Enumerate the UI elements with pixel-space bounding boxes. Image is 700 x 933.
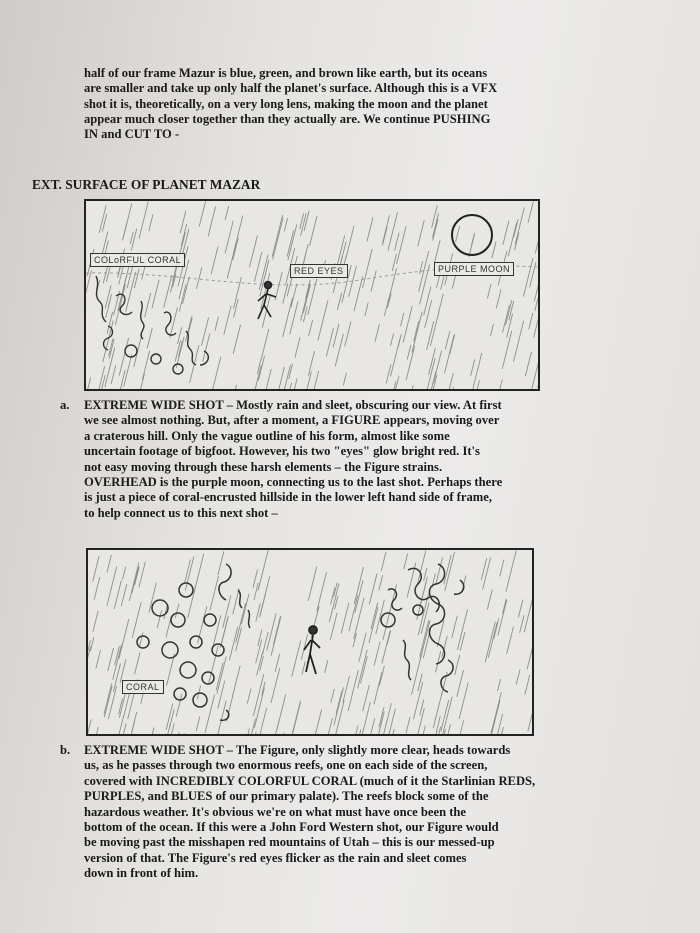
shot-b-line: version of that. The Figure's red eyes flicker as the rain and sleet comes [84,850,467,865]
shot-a-line: to help connect us to this next shot – [84,505,278,520]
shot-a-line: not easy moving through these harsh elements – the Figure strains. [84,459,443,474]
shot-b-line: PURPLES, and BLUES of our primary palate). The reefs block some of the [84,789,489,804]
shot-a-line: uncertain footage of bigfoot. However, his two "eyes" glow bright red. It's [84,444,480,459]
intro-paragraph [84,66,604,142]
intro-line: IN and CUT TO - [84,127,180,142]
storyboard-panel-b [86,548,534,736]
left-reef-sketch [137,564,250,720]
panel-b-sketch [88,550,532,734]
shot-b-marker: b. [60,743,71,757]
shot-a-line: is just a piece of coral-encrusted hillside in the lower left hand side of frame, [84,490,492,505]
shot-a-description [84,398,624,521]
tag-colorful-coral: COLoRFUL CORAL [90,253,185,267]
shot-b-line: bottom of the ocean. If this were a John Ford Western shot, our Figure would [84,820,499,835]
shot-b-line: EXTREME WIDE SHOT – The Figure, only slightly more clear, heads towards [84,743,511,757]
tag-coral: CORAL [122,680,164,694]
shot-b-line: hazardous weather. It's obvious we're on what must have once been the [84,804,467,819]
tag-red-eyes: RED EYES [290,264,348,278]
shot-a-line: a craterous hill. Only the vague outline of his form, almost like some [84,428,450,443]
shot-b-line: down in front of him. [84,866,199,881]
storyboard-panel-a [84,199,540,391]
shot-a-marker: a. [60,398,70,412]
shot-a-line: EXTREME WIDE SHOT – Mostly rain and sleet, obscuring our view. At first [84,398,502,412]
intro-line: appear much closer together than they actually are. We continue PUSHING [84,111,491,126]
shot-a-line: we see almost nothing. But, after a moment, a FIGURE appears, moving over [84,413,500,428]
shot-b-description [84,743,624,882]
intro-line: are smaller and take up only half the planet's surface. Although this is a VFX [84,81,498,96]
scene-heading: EXT. SURFACE OF PLANET MAZAR [32,177,261,192]
figure-sketch [258,282,276,320]
shot-b-line: be moving past the misshapen red mountains of Utah – this is our messed-up [84,835,495,850]
shot-a-line: OVERHEAD is the purple moon, connecting us to the last shot. Perhaps there [84,475,503,490]
coral-sketch [96,276,208,374]
tag-purple-moon: PURPLE MOON [434,262,514,276]
intro-line: half of our frame Mazur is blue, green, and brown like earth, but its oceans [84,66,488,80]
moon-sketch [452,215,492,255]
shot-b-line: us, as he passes through two enormous reefs, one on each side of the screen, [84,758,488,773]
figure-sketch [304,626,320,674]
shot-b-line: covered with INCREDIBLY COLORFUL CORAL (much of it the Starlinian REDS, [84,773,536,788]
intro-line: shot it is, theoretically, on a very long lens, making the moon and the planet [84,96,488,111]
panel-a-sketch [86,201,538,389]
